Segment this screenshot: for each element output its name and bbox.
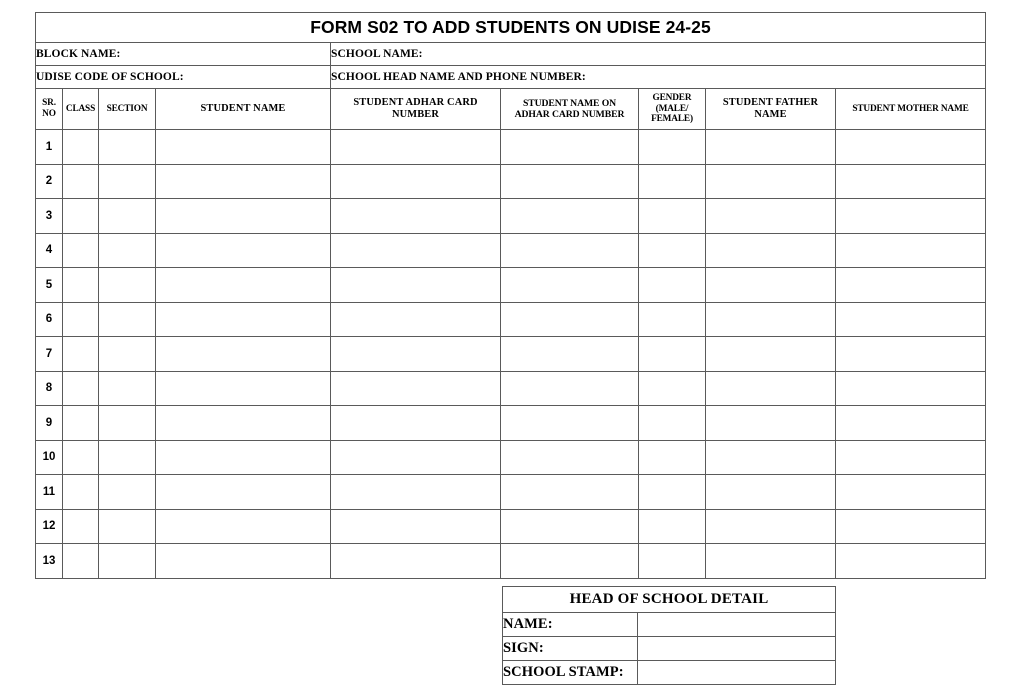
cell-section[interactable] xyxy=(99,164,156,199)
head-of-school-label-sign: SIGN: xyxy=(503,637,638,661)
cell-gender[interactable] xyxy=(639,475,706,510)
column-header-student-adhar-card-number xyxy=(331,89,501,130)
row-serial-number: 13 xyxy=(36,544,63,579)
cell-gender[interactable] xyxy=(639,406,706,441)
row-serial-number: 1 xyxy=(36,130,63,165)
column-header-class-line-1: CLASS xyxy=(65,103,96,114)
cell-class[interactable] xyxy=(63,233,99,268)
info-row-1 xyxy=(36,43,986,66)
column-header-sr-no xyxy=(36,89,63,130)
table-row xyxy=(36,233,986,268)
cell-student-adhar-card-number[interactable] xyxy=(331,371,501,406)
row-serial-number: 6 xyxy=(36,302,63,337)
cell-student-adhar-card-number[interactable] xyxy=(331,164,501,199)
row-serial-number: 12 xyxy=(36,509,63,544)
table-row xyxy=(36,130,986,165)
cell-class[interactable] xyxy=(63,199,99,234)
cell-student-mother-name[interactable] xyxy=(836,509,986,544)
cell-student-name-on-adhar-card-number[interactable] xyxy=(501,302,639,337)
cell-student-name[interactable] xyxy=(156,509,331,544)
cell-student-father-name[interactable] xyxy=(706,337,836,372)
cell-student-father-name[interactable] xyxy=(706,130,836,165)
cell-student-father-name[interactable] xyxy=(706,199,836,234)
row-serial-number: 7 xyxy=(36,337,63,372)
row-serial-number: 4 xyxy=(36,233,63,268)
cell-student-name-on-adhar-card-number[interactable] xyxy=(501,544,639,579)
cell-student-name[interactable] xyxy=(156,337,331,372)
head-of-school-value-sign[interactable] xyxy=(638,637,836,661)
student-data-rows xyxy=(36,130,986,579)
head-of-school-detail-body xyxy=(503,587,836,685)
cell-student-name[interactable] xyxy=(156,475,331,510)
cell-student-mother-name[interactable] xyxy=(836,406,986,441)
cell-student-father-name[interactable] xyxy=(706,406,836,441)
column-header-gender-line-3: FEMALE) xyxy=(651,114,693,125)
cell-student-adhar-card-number[interactable] xyxy=(331,337,501,372)
cell-class[interactable] xyxy=(63,440,99,475)
column-header-student-father-name-line-1: STUDENT FATHER xyxy=(722,96,819,108)
column-header-sr-no-line-1: SR. xyxy=(42,98,56,109)
column-header-student-adhar-card-number-line-1: STUDENT ADHAR CARD xyxy=(353,96,478,108)
cell-student-father-name[interactable] xyxy=(706,475,836,510)
cell-section[interactable] xyxy=(99,199,156,234)
form-title: FORM S02 TO ADD STUDENTS ON UDISE 24-25 xyxy=(36,13,986,43)
cell-student-adhar-card-number[interactable] xyxy=(331,268,501,303)
column-header-sr-no-line-2: NO xyxy=(42,109,56,119)
table-row xyxy=(36,302,986,337)
cell-class[interactable] xyxy=(63,406,99,441)
cell-student-name-on-adhar-card-number[interactable] xyxy=(501,337,639,372)
table-row xyxy=(36,544,986,579)
column-header-student-name xyxy=(156,89,331,130)
block-name-field[interactable]: BLOCK NAME: xyxy=(36,43,331,66)
cell-gender[interactable] xyxy=(639,544,706,579)
cell-student-mother-name[interactable] xyxy=(836,164,986,199)
table-row xyxy=(36,199,986,234)
cell-student-name[interactable] xyxy=(156,130,331,165)
cell-section[interactable] xyxy=(99,371,156,406)
cell-gender[interactable] xyxy=(639,371,706,406)
cell-student-mother-name[interactable] xyxy=(836,337,986,372)
cell-class[interactable] xyxy=(63,337,99,372)
table-row xyxy=(36,268,986,303)
cell-section[interactable] xyxy=(99,233,156,268)
row-serial-number: 3 xyxy=(36,199,63,234)
cell-gender[interactable] xyxy=(639,268,706,303)
cell-student-name-on-adhar-card-number[interactable] xyxy=(501,130,639,165)
cell-student-adhar-card-number[interactable] xyxy=(331,544,501,579)
cell-student-name-on-adhar-card-number[interactable] xyxy=(501,268,639,303)
cell-student-mother-name[interactable] xyxy=(836,302,986,337)
form-title-row xyxy=(36,13,986,43)
table-row xyxy=(36,337,986,372)
cell-student-name[interactable] xyxy=(156,406,331,441)
row-serial-number: 9 xyxy=(36,406,63,441)
column-header-student-name-on-adhar-card-number-line-1: STUDENT NAME ON xyxy=(522,97,617,109)
cell-student-name-on-adhar-card-number[interactable] xyxy=(501,509,639,544)
cell-student-name[interactable] xyxy=(156,544,331,579)
cell-student-name[interactable] xyxy=(156,199,331,234)
cell-gender[interactable] xyxy=(639,302,706,337)
cell-student-adhar-card-number[interactable] xyxy=(331,199,501,234)
head-of-school-value-name[interactable] xyxy=(638,613,836,637)
cell-student-father-name[interactable] xyxy=(706,164,836,199)
head-of-school-title-row xyxy=(503,587,836,613)
cell-student-name[interactable] xyxy=(156,302,331,337)
row-serial-number: 11 xyxy=(36,475,63,510)
cell-student-mother-name[interactable] xyxy=(836,130,986,165)
cell-student-mother-name[interactable] xyxy=(836,440,986,475)
cell-student-name[interactable] xyxy=(156,164,331,199)
head-of-school-detail-table xyxy=(502,586,836,685)
cell-student-name-on-adhar-card-number[interactable] xyxy=(501,199,639,234)
cell-class[interactable] xyxy=(63,268,99,303)
cell-class[interactable] xyxy=(63,302,99,337)
head-of-school-row xyxy=(503,637,836,661)
cell-section[interactable] xyxy=(99,268,156,303)
column-header-student-name-on-adhar-card-number-line-2: ADHAR CARD NUMBER xyxy=(514,109,625,120)
column-header-gender-line-1: GENDER xyxy=(652,92,692,103)
cell-student-father-name[interactable] xyxy=(706,544,836,579)
column-header-student-mother-name-line-1: STUDENT MOTHER NAME xyxy=(852,103,969,114)
cell-student-adhar-card-number[interactable] xyxy=(331,302,501,337)
cell-gender[interactable] xyxy=(639,164,706,199)
cell-student-father-name[interactable] xyxy=(706,440,836,475)
table-row xyxy=(36,406,986,441)
column-header-section xyxy=(99,89,156,130)
table-row xyxy=(36,164,986,199)
cell-student-name-on-adhar-card-number[interactable] xyxy=(501,475,639,510)
student-form-body xyxy=(36,13,986,130)
head-of-school-title: HEAD OF SCHOOL DETAIL xyxy=(503,587,836,613)
head-of-school-row xyxy=(503,661,836,685)
cell-class[interactable] xyxy=(63,164,99,199)
head-of-school-label-name: NAME: xyxy=(503,613,638,637)
cell-student-name-on-adhar-card-number[interactable] xyxy=(501,164,639,199)
column-header-class xyxy=(63,89,99,130)
cell-section[interactable] xyxy=(99,440,156,475)
cell-student-father-name[interactable] xyxy=(706,268,836,303)
table-row xyxy=(36,509,986,544)
table-row xyxy=(36,371,986,406)
cell-section[interactable] xyxy=(99,475,156,510)
info-row-2 xyxy=(36,66,986,89)
cell-student-father-name[interactable] xyxy=(706,233,836,268)
head-of-school-label-school-stamp: SCHOOL STAMP: xyxy=(503,661,638,685)
column-header-student-father-name-line-2: NAME xyxy=(754,109,787,120)
head-of-school-row xyxy=(503,613,836,637)
table-row xyxy=(36,440,986,475)
cell-student-adhar-card-number[interactable] xyxy=(331,233,501,268)
cell-student-father-name[interactable] xyxy=(706,302,836,337)
cell-student-name[interactable] xyxy=(156,268,331,303)
cell-student-name-on-adhar-card-number[interactable] xyxy=(501,406,639,441)
cell-student-mother-name[interactable] xyxy=(836,544,986,579)
udise-code-field[interactable]: UDISE CODE OF SCHOOL: xyxy=(36,66,331,89)
cell-section[interactable] xyxy=(99,406,156,441)
cell-gender[interactable] xyxy=(639,440,706,475)
column-header-gender-line-2: (MALE/ xyxy=(655,103,689,114)
cell-student-father-name[interactable] xyxy=(706,371,836,406)
cell-student-mother-name[interactable] xyxy=(836,233,986,268)
cell-student-father-name[interactable] xyxy=(706,509,836,544)
row-serial-number: 10 xyxy=(36,440,63,475)
column-header-row xyxy=(36,89,986,130)
cell-section[interactable] xyxy=(99,509,156,544)
cell-gender[interactable] xyxy=(639,233,706,268)
cell-student-name-on-adhar-card-number[interactable] xyxy=(501,371,639,406)
cell-student-name[interactable] xyxy=(156,233,331,268)
cell-student-mother-name[interactable] xyxy=(836,475,986,510)
student-form-table xyxy=(35,12,986,579)
table-row xyxy=(36,475,986,510)
row-serial-number: 8 xyxy=(36,371,63,406)
school-name-field[interactable]: SCHOOL NAME: xyxy=(331,43,986,66)
column-header-gender xyxy=(639,89,706,130)
cell-gender[interactable] xyxy=(639,509,706,544)
cell-student-adhar-card-number[interactable] xyxy=(331,406,501,441)
cell-student-name-on-adhar-card-number[interactable] xyxy=(501,440,639,475)
column-header-student-adhar-card-number-line-2: NUMBER xyxy=(391,109,440,120)
cell-gender[interactable] xyxy=(639,130,706,165)
column-header-student-father-name xyxy=(706,89,836,130)
cell-student-name[interactable] xyxy=(156,371,331,406)
cell-student-adhar-card-number[interactable] xyxy=(331,509,501,544)
cell-section[interactable] xyxy=(99,337,156,372)
cell-class[interactable] xyxy=(63,371,99,406)
cell-student-name[interactable] xyxy=(156,440,331,475)
cell-student-mother-name[interactable] xyxy=(836,371,986,406)
cell-student-mother-name[interactable] xyxy=(836,268,986,303)
cell-student-adhar-card-number[interactable] xyxy=(331,440,501,475)
cell-gender[interactable] xyxy=(639,199,706,234)
cell-section[interactable] xyxy=(99,544,156,579)
cell-student-adhar-card-number[interactable] xyxy=(331,475,501,510)
row-serial-number: 5 xyxy=(36,268,63,303)
column-header-student-mother-name xyxy=(836,89,986,130)
column-header-student-name-line-1: STUDENT NAME xyxy=(200,102,286,114)
cell-section[interactable] xyxy=(99,130,156,165)
row-serial-number: 2 xyxy=(36,164,63,199)
head-of-school-value-school-stamp[interactable] xyxy=(638,661,836,685)
school-head-name-phone-field[interactable]: SCHOOL HEAD NAME AND PHONE NUMBER: xyxy=(331,66,986,89)
cell-class[interactable] xyxy=(63,130,99,165)
cell-class[interactable] xyxy=(63,544,99,579)
cell-class[interactable] xyxy=(63,509,99,544)
cell-gender[interactable] xyxy=(639,337,706,372)
cell-student-name-on-adhar-card-number[interactable] xyxy=(501,233,639,268)
cell-student-mother-name[interactable] xyxy=(836,199,986,234)
column-header-student-name-on-adhar-card-number xyxy=(501,89,639,130)
column-header-section-line-1: SECTION xyxy=(106,103,148,114)
cell-student-adhar-card-number[interactable] xyxy=(331,130,501,165)
cell-section[interactable] xyxy=(99,302,156,337)
cell-class[interactable] xyxy=(63,475,99,510)
